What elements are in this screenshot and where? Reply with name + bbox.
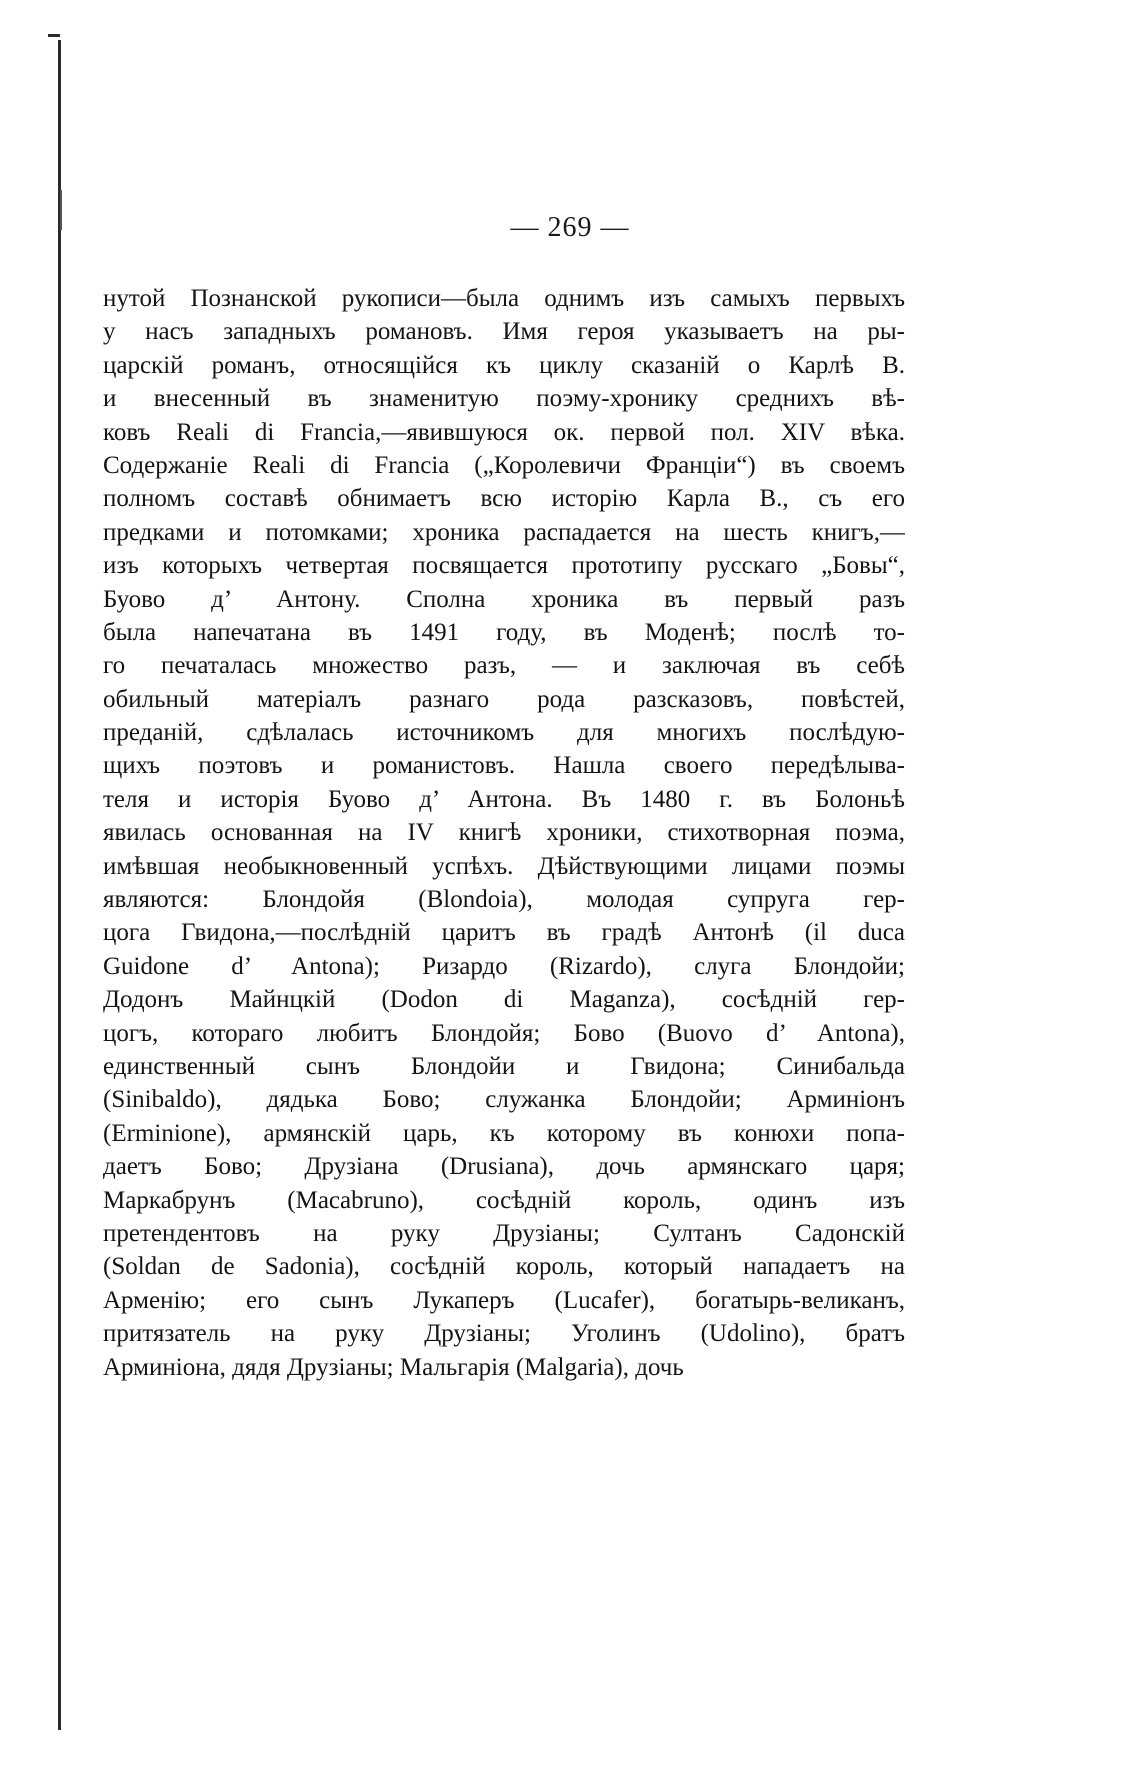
text-line: ковъ Reali di Francia,—явившуюся ок. первой пол. XIV вѣка. xyxy=(103,418,905,446)
text-line: цогъ, котораго любитъ Блондойя; Бово (Buovo d’ Antona), xyxy=(103,1019,905,1047)
text-line: Содержаніе Reali di Francia („Королевичи Франціи“) въ своемъ xyxy=(103,451,905,479)
text-line: Маркабрунъ (Macabruno), сосѣдній король, одинъ изъ xyxy=(103,1186,905,1214)
text-line: Арменію; его сынъ Лукаперъ (Lucafer), богатырь-великанъ, xyxy=(103,1286,905,1314)
text-line: (Erminione), армянскій царь, къ которому въ конюхи попа- xyxy=(103,1119,905,1147)
text-line: (Sinibaldo), дядька Бово; служанка Блондойи; Арминіонъ xyxy=(103,1086,905,1114)
text-line: Буово д’ Антону. Сполна хроника въ первый разъ xyxy=(103,585,905,613)
text-line: царскій романъ, относящійся къ циклу сказаній о Карлѣ В. xyxy=(103,351,905,379)
text-line: Додонъ Майнцкій (Dodon di Maganza), сосѣдній гер- xyxy=(103,986,905,1014)
text-line: Guidone d’ Antona); Ризардо (Rizardo), слуга Блондойи; xyxy=(103,952,905,980)
text-line: го печаталась множество разъ, — и заключая въ себѣ xyxy=(103,652,905,680)
text-line: нутой Познанской рукописи—была однимъ изъ самыхъ первыхъ xyxy=(103,285,905,312)
text-line: обильный матеріалъ разнаго рода разсказовъ, повѣстей, xyxy=(103,685,905,713)
text-line: теля и исторія Буово д’ Антона. Въ 1480 г. въ Болоньѣ xyxy=(103,785,905,813)
text-line: имѣвшая необыкновенный успѣхъ. Дѣйствующими лицами поэмы xyxy=(103,852,905,880)
text-line: преданій, сдѣлалась источникомъ для многихъ послѣдую- xyxy=(103,719,905,747)
text-line: единственный сынъ Блондойи и Гвидона; Синибальда xyxy=(103,1052,905,1080)
text-line: Арминіона, дядя Друзіаны; Мальгарія (Malgaria), дочь xyxy=(103,1353,684,1381)
text-line: являются: Блондойя (Blondoia), молодая супруга гер- xyxy=(103,886,905,914)
scan-border-corner xyxy=(48,34,60,37)
text-line: цога Гвидона,—послѣдній царитъ въ градѣ Антонѣ (il duca xyxy=(103,919,905,947)
page-number: — 269 — xyxy=(510,212,630,243)
text-line: явилась основанная на IV книгѣ хроники, стихотворная поэма, xyxy=(103,819,905,847)
text-line: предками и потомками; хроника распадается на шесть книгъ,— xyxy=(103,518,905,546)
text-line: претендентовъ на руку Друзіаны; Султанъ Садонскій xyxy=(103,1219,905,1247)
text-line: была напечатана въ 1491 году, въ Моденѣ; послѣ то- xyxy=(103,618,905,646)
text-line: у насъ западныхъ романовъ. Имя героя указываетъ на ры- xyxy=(103,318,905,346)
text-line: щихъ поэтовъ и романистовъ. Нашла своего передѣлыва- xyxy=(103,752,905,780)
text-line: (Soldan de Sadonia), сосѣдній король, который нападаетъ на xyxy=(103,1253,905,1281)
text-line: притязатель на руку Друзіаны; Уголинъ (Udolino), братъ xyxy=(103,1320,905,1348)
text-line: даетъ Бово; Друзіана (Drusiana), дочь армянскаго царя; xyxy=(103,1153,905,1181)
text-line: полномъ составѣ обнимаетъ всю исторію Карла В., съ его xyxy=(103,485,905,513)
text-line: изъ которыхъ четвертая посвящается прототипу русскаго „Бовы“, xyxy=(103,552,905,580)
page-text xyxy=(103,282,905,1384)
text-line: и внесенный въ знаменитую поэму-хронику среднихъ вѣ- xyxy=(103,385,905,413)
scan-border-left xyxy=(58,40,61,1730)
